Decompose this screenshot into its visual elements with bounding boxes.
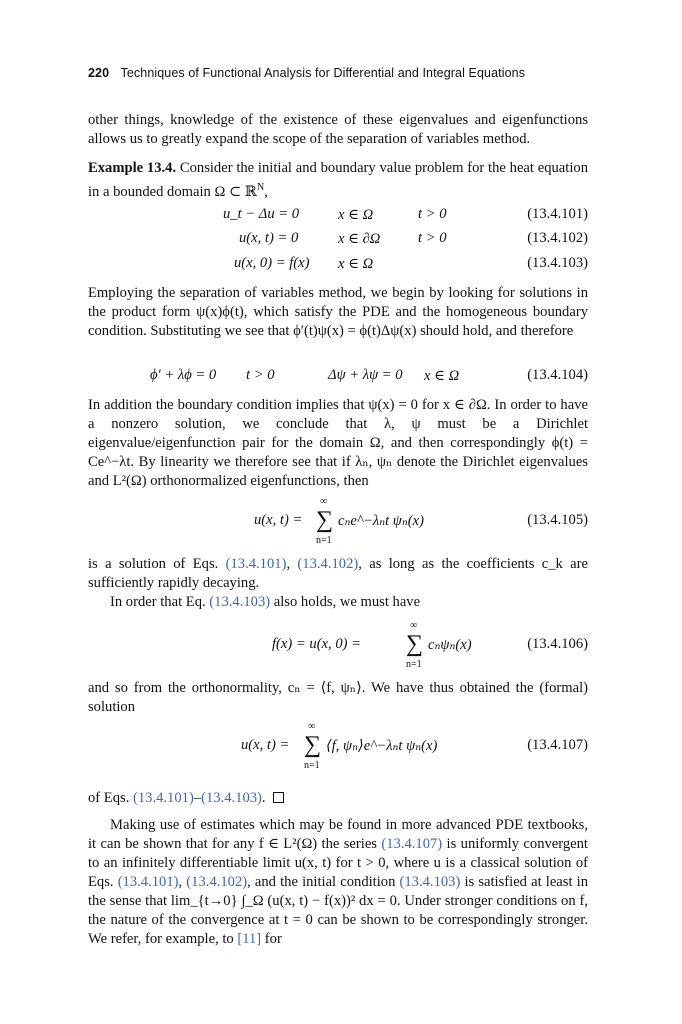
eq103-number: (13.4.103) <box>527 255 588 271</box>
ref-13-4-107[interactable]: (13.4.107) <box>381 836 443 852</box>
eq101-lhs: u_t − Δu = 0 <box>223 206 300 222</box>
ref-13-4-103-b[interactable]: (13.4.103) <box>201 790 262 806</box>
eq104-b: t > 0 <box>246 367 275 383</box>
eq107-upper: ∞ <box>308 721 316 732</box>
eq105-number: (13.4.105) <box>527 512 588 528</box>
ref-13-4-101[interactable]: (13.4.101) <box>225 556 287 572</box>
ref-13-4-101-c[interactable]: (13.4.101) <box>117 874 179 890</box>
example-paragraph <box>88 159 588 202</box>
ref-13-4-103-c[interactable]: (13.4.103) <box>399 874 461 890</box>
eq105-upper: ∞ <box>320 496 328 507</box>
equation-13-4-103 <box>88 255 588 275</box>
eq102-lhs: u(x, t) = 0 <box>239 230 299 246</box>
eq103-lhs: u(x, 0) = f(x) <box>234 255 310 271</box>
ref-13-4-102[interactable]: (13.4.102) <box>297 556 359 572</box>
equation-13-4-106 <box>88 620 588 670</box>
eq105-sigma: ∑ <box>316 507 334 533</box>
para8-text-e: for <box>261 931 282 947</box>
para7-text: of Eqs. <box>88 790 133 806</box>
eq107-lhs: u(x, t) = <box>241 737 290 753</box>
para5-text-a: In order that Eq. <box>110 594 210 610</box>
ref-11[interactable]: [11] <box>237 931 262 947</box>
eq101-number: (13.4.101) <box>527 206 588 222</box>
example-text: Consider the initial and boundary value problem for the heat equation in a bounded domain Ω ⊂ ℝ <box>88 160 588 200</box>
eq106-lower: n=1 <box>406 659 422 670</box>
equation-13-4-101 <box>88 206 588 226</box>
eq105-lhs: u(x, t) = <box>254 512 303 528</box>
paragraph-order <box>88 593 588 612</box>
eq107-lower: n=1 <box>304 760 320 771</box>
eq107-sigma: ∑ <box>304 732 322 758</box>
eq103-domain: x ∈ Ω <box>338 256 374 272</box>
running-header <box>88 66 525 80</box>
example-label: Example 13.4. <box>88 160 177 176</box>
eq102-domain: x ∈ ∂Ω <box>338 231 381 247</box>
paragraph-estimates: Making use of estimates which may be found in more advanced PDE textbooks, it can be shown that for any f ∈ L²(Ω) the series (13.4.107) is uniformly convergent to an infinitely differentiable limit u(x, t) for t > 0, where u is a classical solution of Eqs. (13.4.101), (13.4.102), and the initial condition (13.4.103) is satisfied at least in the sense that lim_{t→0} ∫_Ω (u(x, t) − f(x))² dx = 0. Under stronger conditions on f, the nature of the convergence at t = 0 can be shown to be correspondingly stronger. We refer, for example, to [11] for <box>88 817 589 947</box>
qed-symbol <box>273 792 284 803</box>
page-number: 220 <box>88 66 110 80</box>
paragraph-intro: other things, knowledge of the existence of these eigenvalues and eigenfunctions allows us to greatly expand the scope of the separation of variables method. <box>88 112 588 147</box>
eq106-body: cₙψₙ(x) <box>428 637 472 653</box>
eq105-lower: n=1 <box>316 535 332 546</box>
eq101-time: t > 0 <box>418 206 447 222</box>
eq104-number: (13.4.104) <box>527 367 588 383</box>
eq105-body: cₙe^−λₙt ψₙ(x) <box>338 513 424 529</box>
eq106-upper: ∞ <box>410 620 418 631</box>
paragraph-of-eqs: of Eqs. (13.4.101)–(13.4.103). <box>88 789 588 808</box>
eq106-number: (13.4.106) <box>527 636 588 652</box>
running-title: Techniques of Functional Analysis for Differential and Integral Equations <box>120 66 526 80</box>
paragraph-separation: Employing the separation of variables method, we begin by looking for solutions in the product form ψ(x)ϕ(t), which satisfy the PDE and the homogeneous boundary condition. Substituting we see that ϕ′(t)ψ(x) = ϕ(t)Δψ(x) should hold, and therefore <box>88 285 588 339</box>
para8-text-d: is satisfied at least in the sense that lim_{t→0} ∫_Ω (u(x, t) − f(x))² dx = 0. Under stronger conditions on f, the nature of the convergence at t = 0 can be shown to be correspondingly stronger. We refer, for example, to <box>88 874 589 947</box>
ref-13-4-101-b[interactable]: (13.4.101) <box>133 790 194 806</box>
eq102-time: t > 0 <box>418 230 447 246</box>
paragraph-boundary: In addition the boundary condition implies that ψ(x) = 0 for x ∈ ∂Ω. In order to have a nonzero solution, we conclude that λ, ψ must be a Dirichlet eigenvalue/eigenfunction pair for the domain Ω, and then correspondingly ϕ(t) = Ce^−λt. By linearity we therefore see that if λₙ, ψₙ denote the Dirichlet eigenvalues and L²(Ω) orthonormalized eigenfunctions, then <box>88 397 588 489</box>
ref-13-4-103-a[interactable]: (13.4.103) <box>209 594 271 610</box>
para7-dash: – <box>193 790 202 806</box>
eq102-number: (13.4.102) <box>527 230 588 246</box>
para4-text-b: , as long as the coefficients c_k are sufficiently rapidly decaying. <box>88 556 589 591</box>
equation-13-4-104 <box>88 367 588 387</box>
equation-13-4-105 <box>88 496 588 546</box>
eq107-number: (13.4.107) <box>527 737 588 753</box>
eq104-d: x ∈ Ω <box>424 368 460 384</box>
para8-text-c: , and the initial condition <box>247 874 400 890</box>
ref-13-4-102-c[interactable]: (13.4.102) <box>186 874 248 890</box>
eq104-a: ϕ′ + λϕ = 0 <box>150 367 217 383</box>
para4-text-a: is a solution of Eqs. <box>88 556 226 572</box>
eq106-sigma: ∑ <box>406 631 424 657</box>
example-sup: N <box>256 182 265 193</box>
para8-text-b: is uniformly convergent to an infinitely differentiable limit u(x, t) for t > 0, where u is a classical solution of Eqs. <box>88 836 588 890</box>
eq104-c: Δψ + λψ = 0 <box>328 367 403 383</box>
eq101-domain: x ∈ Ω <box>338 207 374 223</box>
para8-text-a: Making use of estimates which may be found in more advanced PDE textbooks, it can be shown that for any f ∈ L²(Ω) the series <box>88 817 588 852</box>
paragraph-orthonormality: and so from the orthonormality, cₙ = ⟨f, ψₙ⟩. We have thus obtained the (formal) solution <box>88 680 588 715</box>
equation-13-4-102 <box>88 230 588 250</box>
para5-text-b: also holds, we must have <box>270 594 421 610</box>
equation-13-4-107 <box>88 721 588 771</box>
example-end: , <box>264 183 268 200</box>
eq107-body: ⟨f, ψₙ⟩e^−λₙt ψₙ(x) <box>326 738 438 754</box>
paragraph-solution: is a solution of Eqs. (13.4.101), (13.4.102), as long as the coefficients c_k are sufficiently rapidly decaying. <box>88 556 589 591</box>
eq106-lhs: f(x) = u(x, 0) = <box>272 636 361 652</box>
